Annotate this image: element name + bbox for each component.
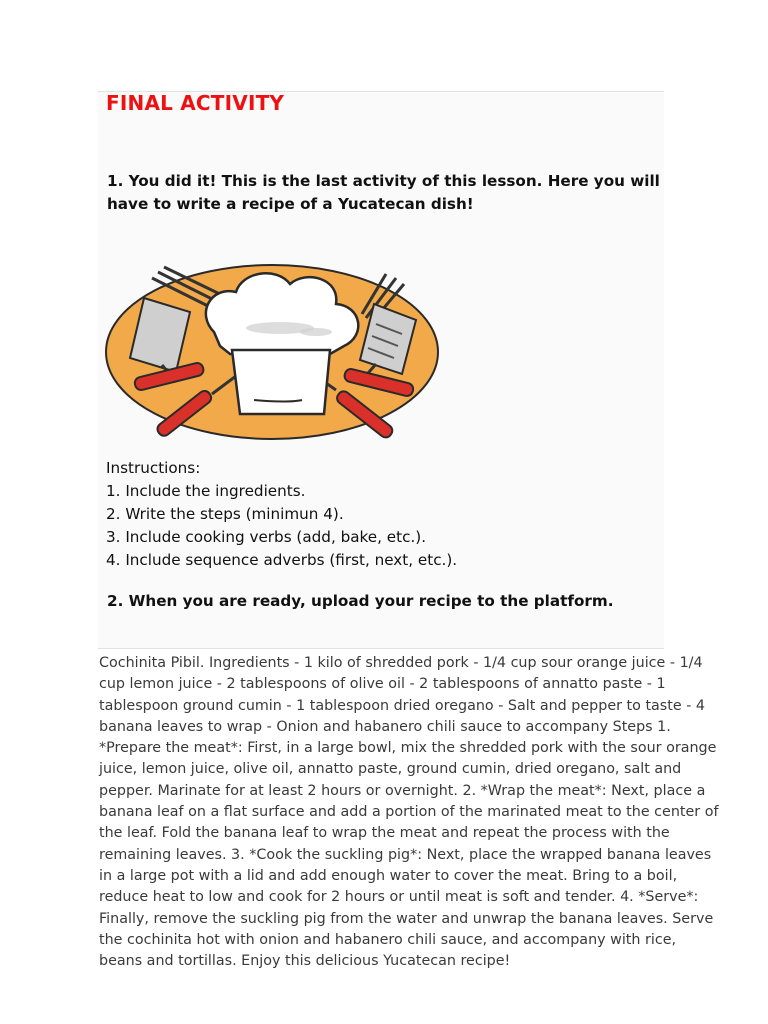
instruction-item: 2. Write the steps (minimun 4). <box>106 505 344 523</box>
upload-note: 2. When you are ready, upload your recipe to the platform. <box>107 592 614 610</box>
activity-title: FINAL ACTIVITY <box>106 91 285 115</box>
instruction-item: 1. Include the ingredients. <box>106 482 306 500</box>
instructions-block <box>106 457 666 572</box>
recipe-text: Cochinita Pibil. Ingredients - 1 kilo of shredded pork - 1/4 cup sour orange juice - 1/4 cup lemon juice - 2 tablespoons of olive oil - 2 tablespoons of annatto paste - 1 tablespoon ground cumin - 1 tablespoon dried oregano - Salt and pepper to taste - 4 banana leaves to wrap - Onion and habanero chili sauce to accompany Steps 1. *Prepare the meat*: First, in a large bowl, mix the shredded pork with the sour orange juice, lemon juice, olive oil, annatto paste, ground cumin, dried oregano, salt and pepper. Marinate for at least 2 hours or overnight. 2. *Wrap the meat*: Next, place a banana leaf on a flat surface and add a portion of the marinated meat to the center of the leaf. Fold the banana leaf to wrap the meat and repeat the process with the remaining leaves. 3. *Cook the suckling pig*: Next, place the wrapped banana leaves in a large pot with a lid and add enough water to cover the meat. Bring to a boil, reduce heat to low and cook for 2 hours or until meat is soft and tender. 4. *Serve*: Finally, remove the suckling pig from the water and unwrap the banana leaves. Serve the cochinita hot with onion and habanero chili sauce, and accompany with rice, beans and tortillas. Enjoy this delicious Yucatecan recipe! <box>99 655 719 970</box>
instruction-item: 3. Include cooking verbs (add, bake, etc.). <box>106 528 427 546</box>
chef-hat-and-cooking-utensils-icon <box>104 262 444 452</box>
activity-intro: 1. You did it! This is the last activity of this lesson. Here you will have to write a recipe of a Yucatecan dish! <box>107 172 660 213</box>
instruction-item: 4. Include sequence adverbs (first, next, etc.). <box>106 551 458 569</box>
instructions-heading: Instructions: <box>106 459 201 477</box>
